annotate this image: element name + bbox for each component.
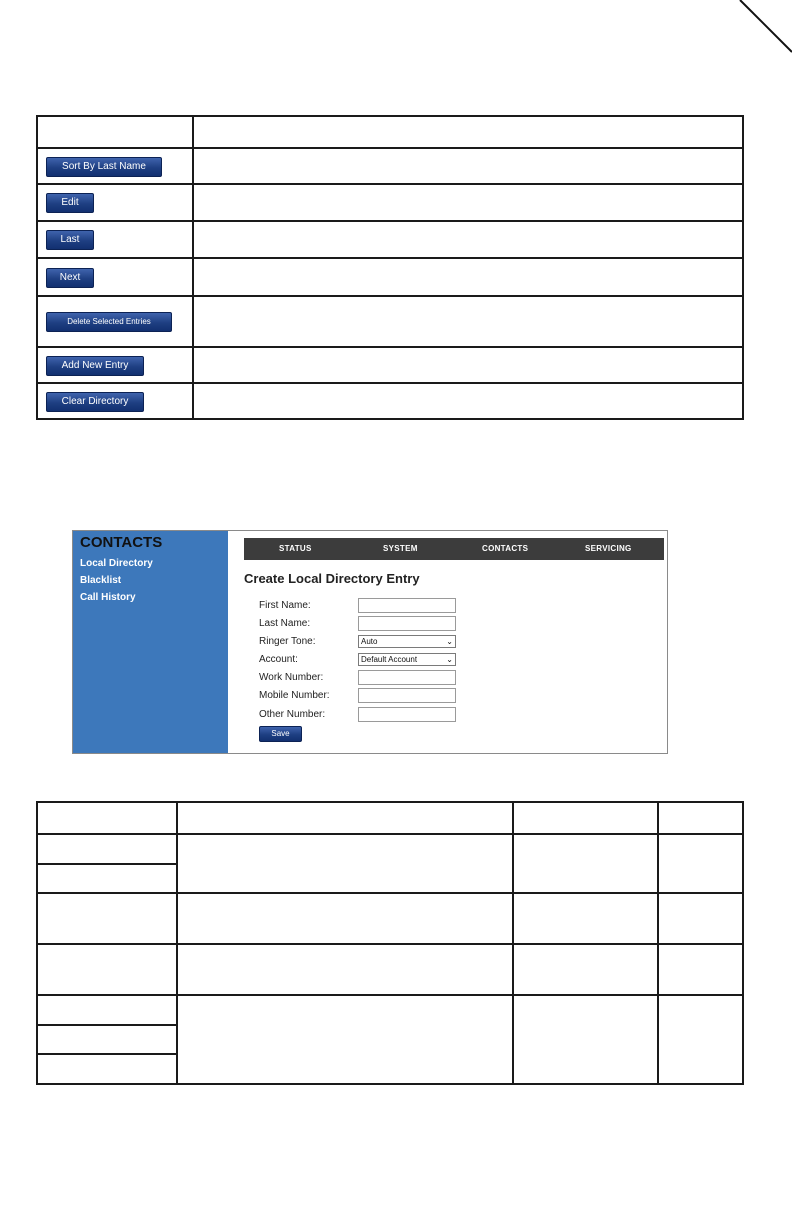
clear-directory-button[interactable]: Clear Directory (46, 392, 144, 412)
account-value: Default Account (361, 655, 418, 664)
fields-table (36, 801, 744, 1085)
table-row (37, 347, 743, 383)
sidebar-title: CONTACTS (80, 534, 163, 551)
sidebar-item-local-directory[interactable]: Local Directory (80, 558, 153, 569)
table-row (37, 221, 743, 258)
sidebar-item-blacklist[interactable]: Blacklist (80, 575, 122, 586)
sidebar (73, 531, 228, 753)
nav-tab-system[interactable]: SYSTEM (383, 544, 418, 553)
table-row (37, 834, 743, 864)
account-select[interactable] (358, 653, 456, 666)
delete-selected-entries-button[interactable]: Delete Selected Entries (46, 312, 172, 332)
table-header-row (37, 802, 743, 834)
top-nav-bar (244, 538, 664, 560)
sidebar-item-call-history[interactable]: Call History (80, 592, 136, 603)
mobile-number-label: Mobile Number: (259, 690, 330, 701)
save-button[interactable]: Save (259, 726, 302, 742)
first-name-label: First Name: (259, 600, 311, 611)
buttons-description-table (36, 115, 744, 420)
chevron-down-icon: ⌄ (446, 637, 453, 646)
table-row (37, 944, 743, 995)
table-row (37, 383, 743, 419)
table-row (37, 296, 743, 347)
ringer-tone-value: Auto (361, 637, 378, 646)
account-label: Account: (259, 654, 298, 665)
table-row (37, 258, 743, 296)
mobile-number-field[interactable] (358, 688, 456, 703)
other-number-field[interactable] (358, 707, 456, 722)
sort-by-last-name-button[interactable]: Sort By Last Name (46, 157, 162, 177)
last-button[interactable]: Last (46, 230, 94, 250)
table-row (37, 893, 743, 944)
table-row (37, 148, 743, 184)
add-new-entry-button[interactable]: Add New Entry (46, 356, 144, 376)
table-header-row (37, 116, 743, 148)
page-title: Create Local Directory Entry (244, 571, 420, 586)
table-row (37, 184, 743, 221)
ringer-tone-label: Ringer Tone: (259, 636, 316, 647)
page-corner-line (0, 0, 792, 60)
web-ui-screenshot (72, 530, 668, 754)
next-button[interactable]: Next (46, 268, 94, 288)
edit-button[interactable]: Edit (46, 193, 94, 213)
work-number-field[interactable] (358, 670, 456, 685)
nav-tab-status[interactable]: STATUS (279, 544, 312, 553)
chevron-down-icon: ⌄ (446, 655, 453, 664)
last-name-label: Last Name: (259, 618, 311, 629)
table-row (37, 995, 743, 1025)
other-number-label: Other Number: (259, 709, 326, 720)
work-number-label: Work Number: (259, 672, 324, 683)
nav-tab-servicing[interactable]: SERVICING (585, 544, 632, 553)
nav-tab-contacts[interactable]: CONTACTS (482, 544, 529, 553)
last-name-field[interactable] (358, 616, 456, 631)
first-name-field[interactable] (358, 598, 456, 613)
ringer-tone-select[interactable] (358, 635, 456, 648)
